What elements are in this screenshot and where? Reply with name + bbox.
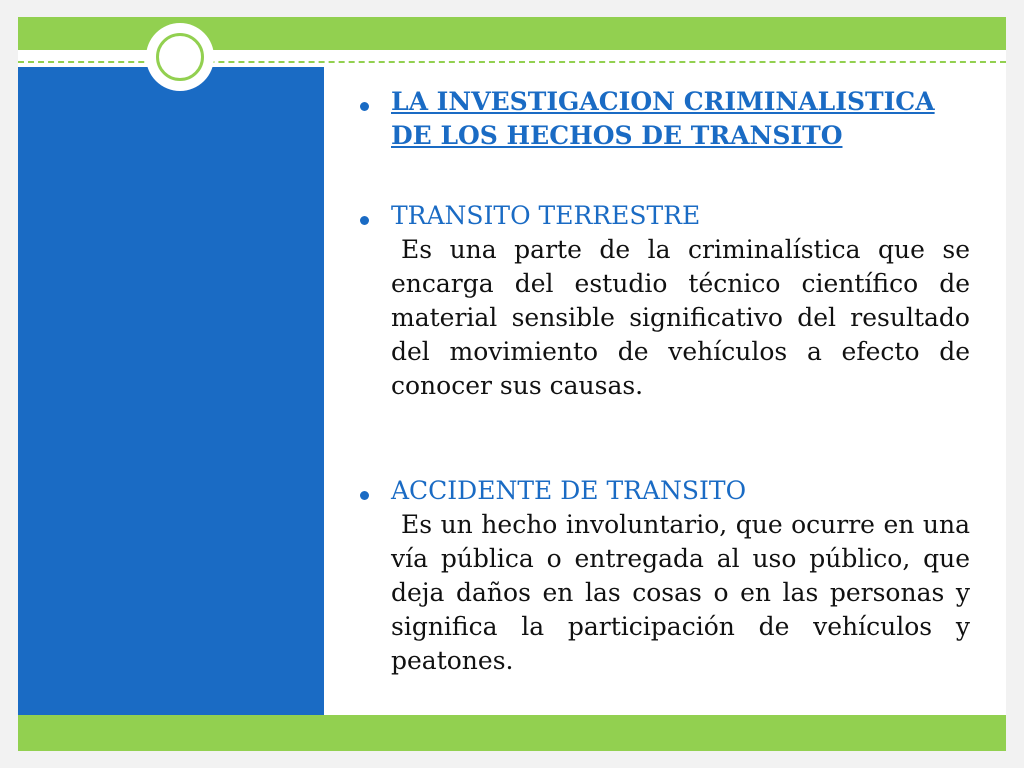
slide bbox=[18, 17, 1006, 751]
bullet-item-section-1 bbox=[358, 199, 970, 233]
section-heading: ACCIDENTE DE TRANSITO bbox=[391, 476, 747, 505]
bullet-item-title bbox=[358, 85, 970, 153]
section-paragraph: Es una parte de la criminalística que se encarga del estudio técnico científico de material sensible significativo del resultado del movimiento de vehículos a efecto de conocer sus causas. bbox=[391, 235, 970, 400]
bullet-item-section-2 bbox=[358, 474, 970, 508]
section-heading: TRANSITO TERRESTRE bbox=[391, 201, 701, 230]
slide-title: LA INVESTIGACION CRIMINALISTICA DE LOS HECHOS DE TRANSITO bbox=[391, 87, 935, 150]
ring-inner bbox=[156, 33, 204, 81]
side-panel bbox=[18, 67, 324, 715]
bottom-accent-bar bbox=[18, 715, 1006, 751]
slide-content bbox=[358, 85, 970, 703]
bullet-icon bbox=[360, 491, 369, 500]
circle-ornament-icon bbox=[146, 23, 214, 91]
bullet-icon bbox=[360, 102, 369, 111]
bullet-icon bbox=[360, 216, 369, 225]
section-paragraph: Es un hecho involuntario, que ocurre en una vía pública o entregada al uso público, que deja daños en las cosas o en las personas y significa la participación de vehículos y peatones. bbox=[391, 510, 970, 675]
